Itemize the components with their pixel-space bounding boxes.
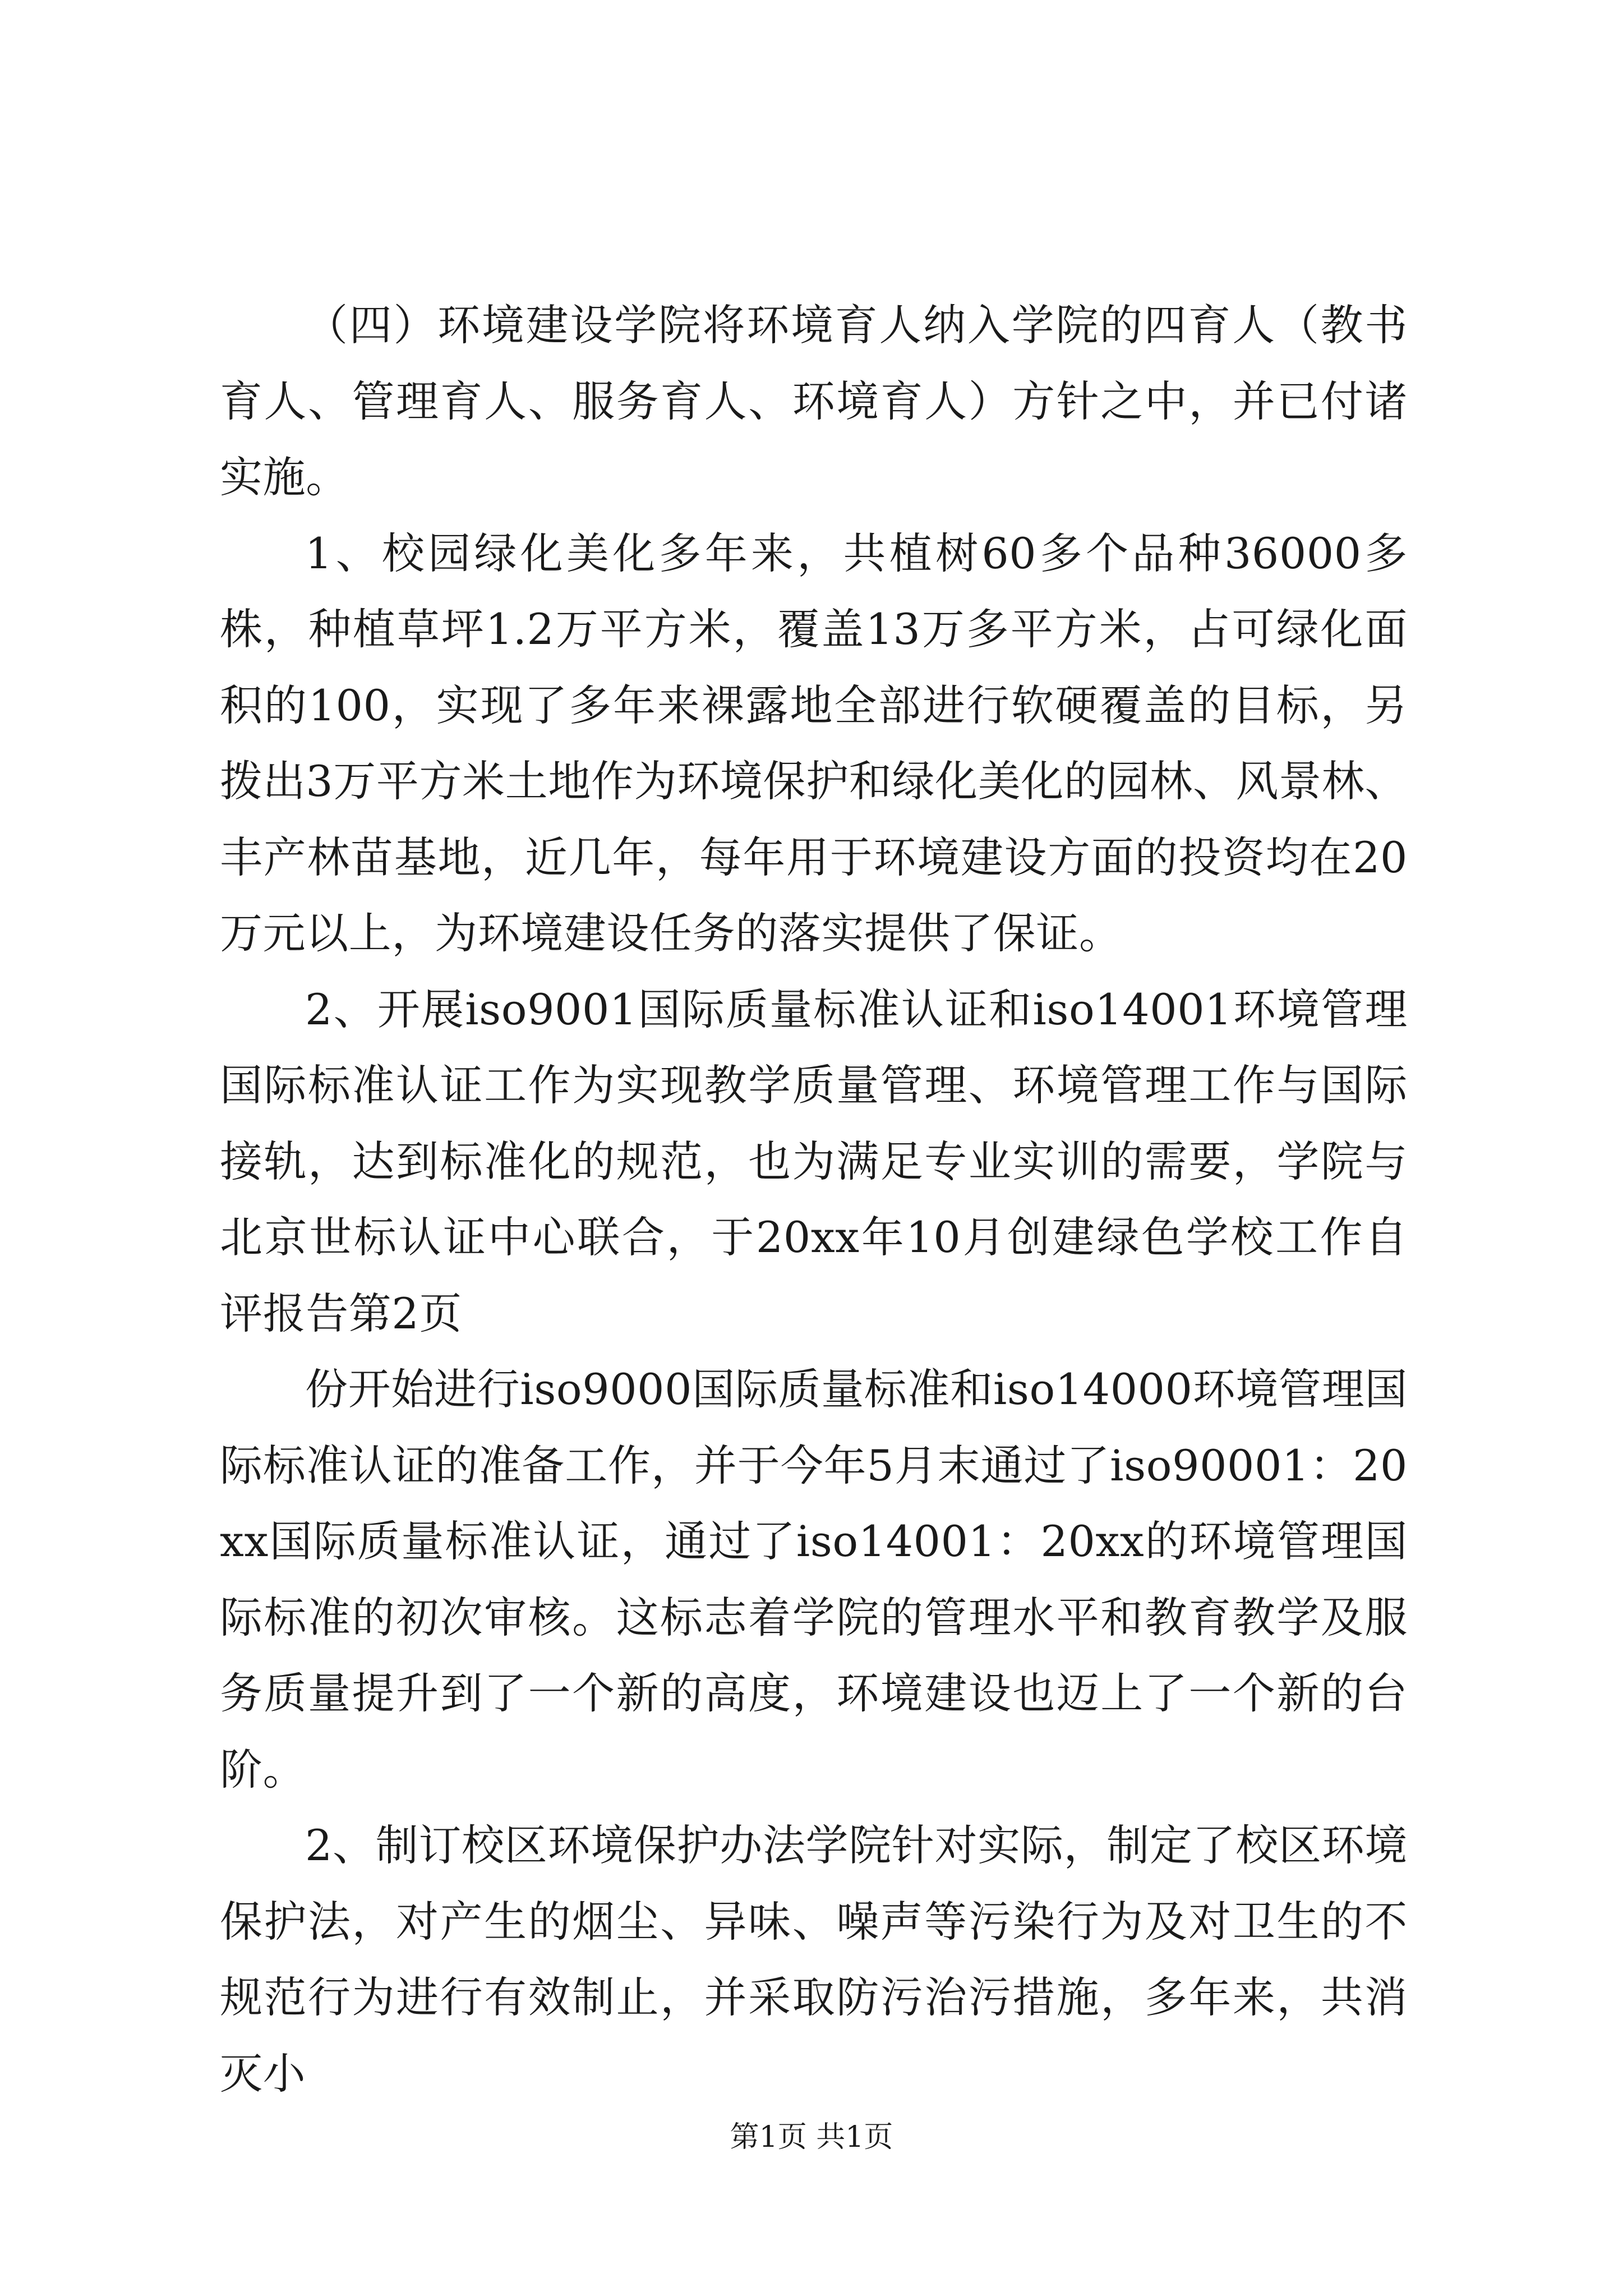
paragraph-environment-construction: （四）环境建设学院将环境育人纳入学院的四育人（教书育人、管理育人、服务育人、环境育人）方针之中，并已付诸实施。 xyxy=(220,300,1408,502)
page-footer: 第1页 共1页 xyxy=(730,2120,893,2154)
paragraph-iso-certification: 2、开展iso9001国际质量标准认证和iso14001环境管理国际标准认证工作为实现教学质量管理、环境管理工作与国际接轨，达到标准化的规范，也为满足专业实训的需要，学院与北京世标认证中心联合，于20xx年10月创建绿色学校工作自评报告第2页 xyxy=(220,984,1408,1338)
paragraph-iso-certification-continued: 份开始进行iso9000国际质量标准和iso14000环境管理国际标准认证的准备工作，并于今年5月末通过了iso90001：20xx国际质量标准认证，通过了iso14001：20xx的环境管理国际标准的初次审核。这标志着学院的管理水平和教育教学及服务质量提升到了一个新的高度，环境建设也迈上了一个新的台阶。 xyxy=(220,1364,1408,1795)
paragraph-campus-greening: 1、校园绿化美化多年来，共植树60多个品种36000多株，种植草坪1.2万平方米，覆盖13万多平方米，占可绿化面积的100，实现了多年来裸露地全部进行软硬覆盖的目标，另拨出3万平方米土地作为环境保护和绿化美化的园林、风景林、丰产林苗基地，近几年，每年用于环境建设方面的投资均在20万元以上，为环境建设任务的落实提供了保证。 xyxy=(220,528,1408,958)
document-body xyxy=(220,287,1408,2111)
paragraph-environmental-protection-measures: 2、制订校区环境保护办法学院针对实际，制定了校区环境保护法，对产生的烟尘、异味、噪声等污染行为及对卫生的不规范行为进行有效制止，并采取防污治污措施，多年来，共消灭小 xyxy=(220,1820,1408,2099)
